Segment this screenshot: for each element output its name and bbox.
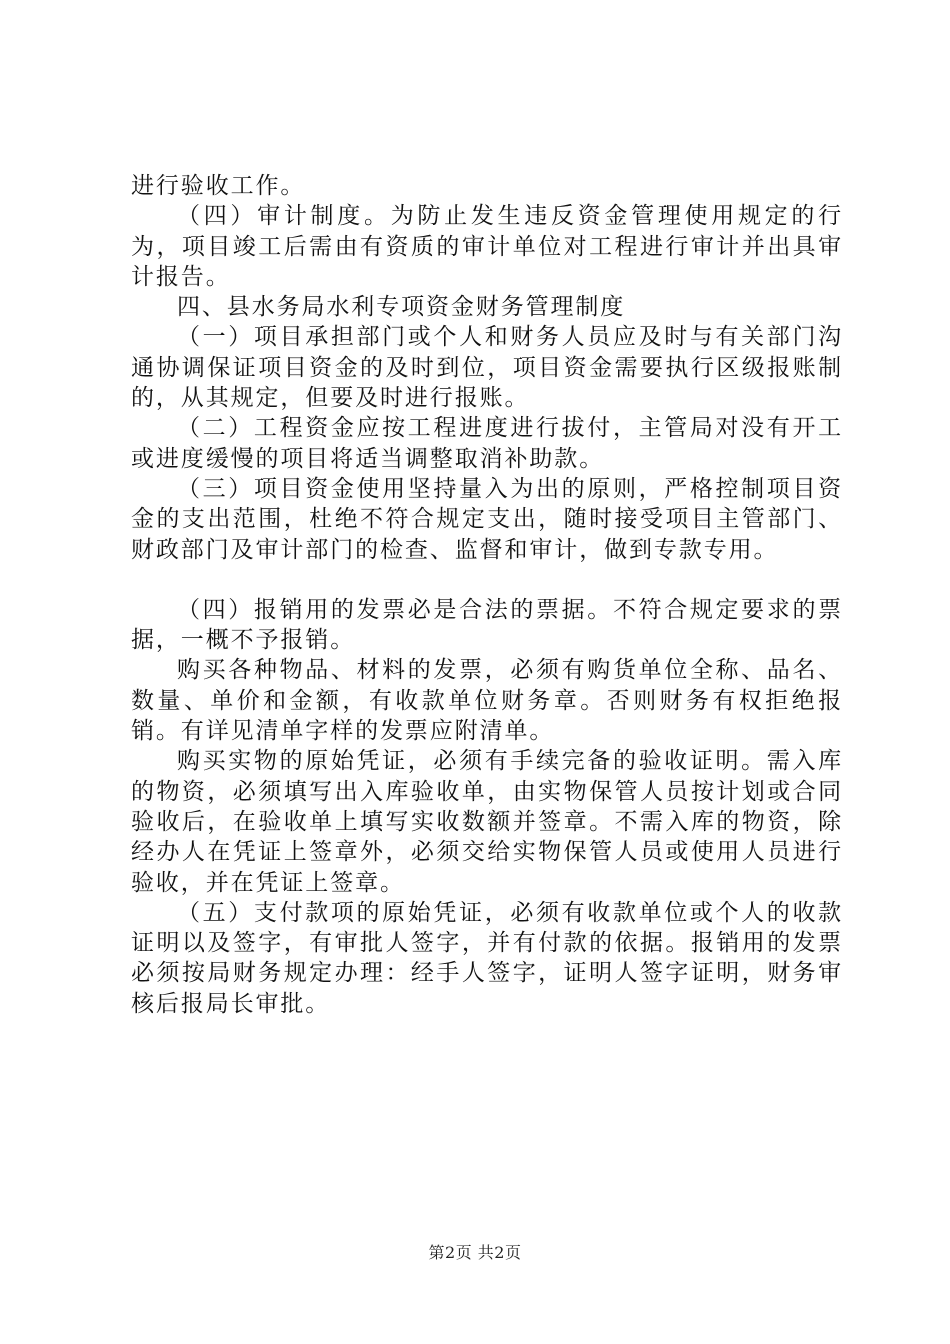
paragraph-continuation: 进行验收工作。 (131, 173, 306, 199)
page-number-footer: 第2页 共2页 (428, 1243, 522, 1262)
paragraph-item-3: （三）项目资金使用坚持量入为出的原则，严格控制项目资金的支出范围，杜绝不符合规定支出，随时接受项目主管部门、财政部门及审计部门的检查、监督和审计，做到专款专用。 (131, 475, 843, 563)
paragraph-item-5: （五）支付款项的原始凭证，必须有收款单位或个人的收款证明以及签字，有审批人签字，并有付款的依据。报销用的发票必须按局财务规定办理：经手人签字，证明人签字证明，财务审核后报局长审批。 (131, 899, 843, 1017)
paragraph-item-2: （二）工程资金应按工程进度进行拔付，主管局对没有开工或进度缓慢的项目将适当调整取消补助款。 (131, 415, 843, 472)
document-body (131, 171, 843, 1019)
paragraph-item-1: （一）项目承担部门或个人和财务人员应及时与有关部门沟通协调保证项目资金的及时到位，项目资金需要执行区级报账制的，从其规定，但要及时进行报账。 (131, 324, 843, 412)
paragraph-goods-acceptance: 购买实物的原始凭证，必须有手续完备的验收证明。需入库的物资，必须填写出入库验收单，由实物保管人员按计划或合同验收后，在验收单上填写实收数额并签章。不需入库的物资，除经办人在凭证上签章外，必须交给实物保管人员或使用人员进行验收，并在凭证上签章。 (131, 748, 843, 896)
paragraph-gap (131, 565, 843, 595)
paragraph-invoice-requirements: 购买各种物品、材料的发票，必须有购货单位全称、品名、数量、单价和金额，有收款单位财务章。否则财务有权拒绝报销。有详见清单字样的发票应附清单。 (131, 657, 843, 745)
paragraph-item-4: （四）报销用的发票必是合法的票据。不符合规定要求的票据，一概不予报销。 (131, 596, 843, 654)
paragraph-audit-system: （四）审计制度。为防止发生违反资金管理使用规定的行为，项目竣工后需由有资质的审计单位对工程进行审计并出具审计报告。 (131, 203, 843, 290)
section-heading-fund-management: 四、县水务局水利专项资金财务管理制度 (177, 294, 626, 321)
